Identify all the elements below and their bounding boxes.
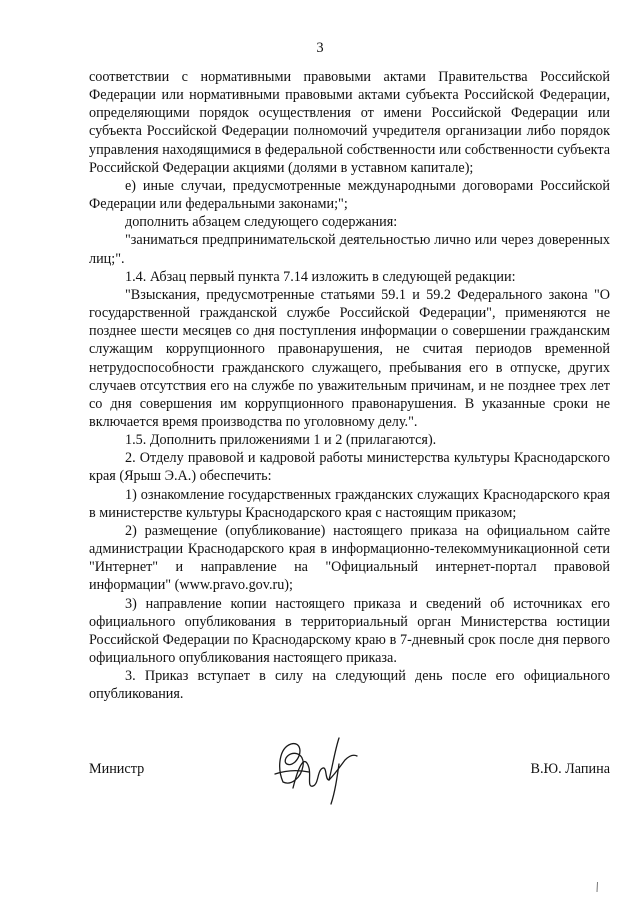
scan-mark bbox=[596, 881, 599, 893]
paragraph-10: 2) размещение (опубликование) настоящего приказа на официальном сайте администрации Краснодарского края в информационно-телекоммуникационной сети "Интернет" и направление на "Официальный интернет-портал правовой информации" (www.pravo.gov.ru); bbox=[89, 522, 610, 594]
paragraph-5: 1.4. Абзац первый пункта 7.14 изложить в следующей редакции: bbox=[125, 268, 516, 285]
signer-name: В.Ю. Лапина bbox=[530, 761, 610, 777]
paragraph-12: 3. Приказ вступает в силу на следующий день после его официального опубликования. bbox=[89, 668, 610, 703]
paragraph-8: 2. Отделу правовой и кадровой работы министерства культуры Краснодарского края (Ярыш Э.А.) обеспечить: bbox=[89, 450, 610, 485]
signature-block bbox=[89, 734, 610, 804]
paragraph-4: "заниматься предпринимательской деятельностью лично или через доверенных лиц;". bbox=[89, 232, 610, 267]
paragraph-7: 1.5. Дополнить приложениями 1 и 2 (прилагаются). bbox=[125, 432, 437, 449]
handwritten-signature bbox=[269, 734, 364, 806]
paragraph-1: соответствии с нормативными правовыми актами Правительства Российской Федерации или нормативными правовыми актами субъекта Российской Федерации, определяющими порядок осуществления от имени Российской Федерации или субъекта Российской Федерации полномочий учредителя организации либо порядок управления находящимися в федеральной собственности или собственности субъекта Российской Федерации акциями (долями в уставном капитале); bbox=[89, 69, 610, 176]
paragraph-11: 3) направление копии настоящего приказа и сведений об источниках его официального опубликования в территориальный орган Министерства юстиции Российской Федерации по Краснодарскому краю в 7-дневный срок после дня первого официального опубликования настоящего приказа. bbox=[89, 595, 610, 666]
paragraph-2: е) иные случаи, предусмотренные международными договорами Российской Федерации или федеральными законами;"; bbox=[89, 177, 610, 213]
signer-title: Министр bbox=[89, 761, 145, 777]
page-number: 3 bbox=[316, 40, 324, 56]
document-body bbox=[89, 68, 610, 703]
paragraph-6: "Взыскания, предусмотренные статьями 59.1 и 59.2 Федерального закона "О государственной гражданской службе Российской Федерации", применяются не позднее шести месяцев со дня поступления информации о совершении гражданским служащим коррупционного правонарушения, не считая периодов временной нетрудоспособности гражданского служащего, пребывания его в отпуске, других случаев отсутствия его на службе по уважительным причинам, и не позднее трех лет со дня совершения им коррупционного правонарушения. В указанные сроки не включается время производства по уголовному делу.". bbox=[89, 286, 610, 430]
paragraph-9: 1) ознакомление государственных гражданских служащих Краснодарского края в министерстве культуры Краснодарского края с настоящим приказом; bbox=[89, 486, 610, 521]
paragraph-3: дополнить абзацем следующего содержания: bbox=[125, 214, 398, 231]
